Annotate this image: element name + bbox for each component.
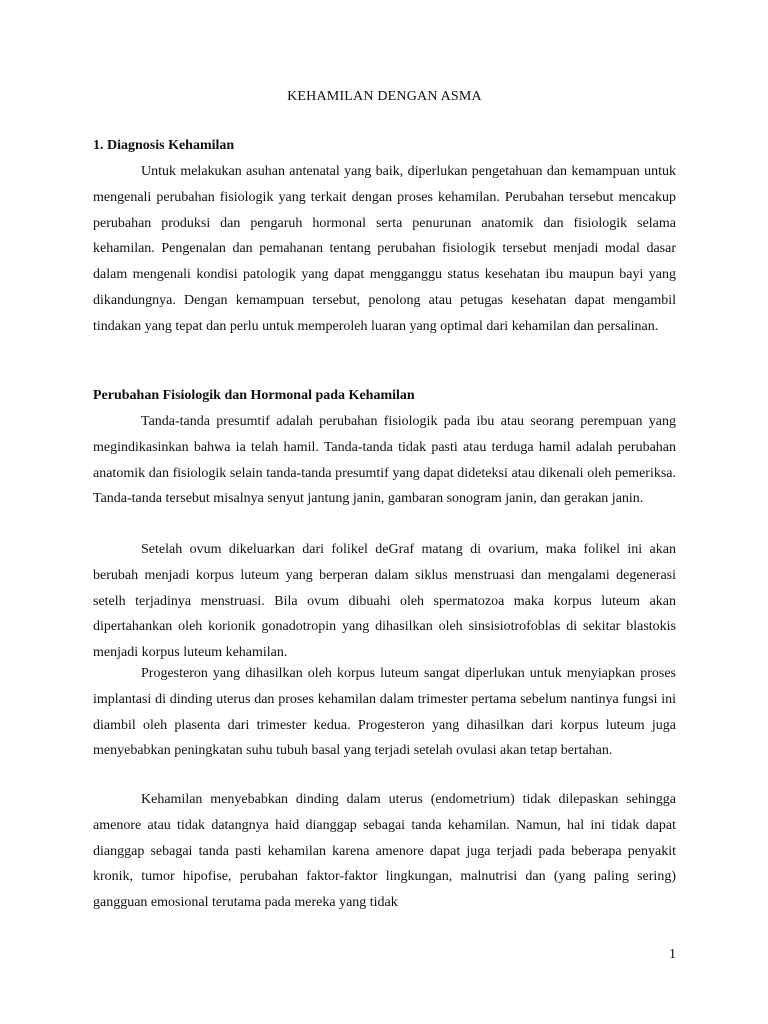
section-heading-fisiologik: Perubahan Fisiologik dan Hormonal pada Kehamilan <box>93 388 415 403</box>
paragraph: Tanda-tanda presumtif adalah perubahan fisiologik pada ibu atau seorang perempuan yang megindikasinkan bahwa ia telah hamil. Tanda-tanda tidak pasti atau terduga hamil adalah perubahan anatomik dan fisiologik selain tanda-tanda presumtif yang dapat dideteksi atau dikenali oleh pemeriksa. Tanda-tanda tersebut misalnya senyut jantung janin, gambaran sonogram janin, dan gerakan janin. <box>93 414 676 507</box>
paragraph: Kehamilan menyebabkan dinding dalam uterus (endometrium) tidak dilepaskan sehingga amenore atau tidak datangnya haid dianggap sebagai tanda kehamilan. Namun, hal ini tidak dapat dianggap sebagai tanda pasti kehamilan karena amenore dapat juga terjadi pada beberapa penyakit kronik, tumor hipofise, perubahan faktor-faktor lingkungan, malnutrisi dan (yang paling sering) gangguan emosional terutama pada mereka yang tidak <box>93 792 676 911</box>
paragraph: Progesteron yang dihasilkan oleh korpus luteum sangat diperlukan untuk menyiapkan proses implantasi di dinding uterus dan proses kehamilan dalam trimester pertama sebelum nantinya fungsi ini diambil oleh plasenta dari trimester kedua. Progesteron yang dihasilkan dari korpus luteum juga menyebabkan peningkatan suhu tubuh basal yang terjadi setelah ovulasi akan tetap bertahan. <box>93 666 676 759</box>
document-page <box>93 0 676 1024</box>
paragraph: Setelah ovum dikeluarkan dari folikel deGraf matang di ovarium, maka folikel ini akan berubah menjadi korpus luteum yang berperan dalam siklus menstruasi dan mengalami degenerasi setelh terjadinya menstruasi. Bila ovum dibuahi oleh spermatozoa maka korpus luteum akan dipertahankan oleh korionik gonadotropin yang dihasilkan oleh sinsisiotrofoblas di sekitar blastokis menjadi korpus luteum kehamilan. <box>93 542 676 661</box>
paragraph: Untuk melakukan asuhan antenatal yang baik, diperlukan pengetahuan dan kemampuan untuk mengenali perubahan fisiologik yang terkait dengan proses kehamilan. Perubahan tersebut mencakup perubahan produksi dan pengaruh hormonal serta penurunan anatomik dan fisiologik selama kehamilan. Pengenalan dan pemahanan tentang perubahan fisiologik tersebut menjadi modal dasar dalam mengenali kondisi patologik yang dapat mengganggu status kesehatan ibu maupun bayi yang dikandungnya. Dengan kemampuan tersebut, penolong atau petugas kesehatan dapat mengambil tindakan yang tepat dan perlu untuk memperoleh luaran yang optimal dari kehamilan dan persalinan. <box>93 164 676 334</box>
page-number: 1 <box>669 947 676 962</box>
section-heading-diagnosis: 1. Diagnosis Kehamilan <box>93 138 235 153</box>
page-title: KEHAMILAN DENGAN ASMA <box>287 89 482 104</box>
